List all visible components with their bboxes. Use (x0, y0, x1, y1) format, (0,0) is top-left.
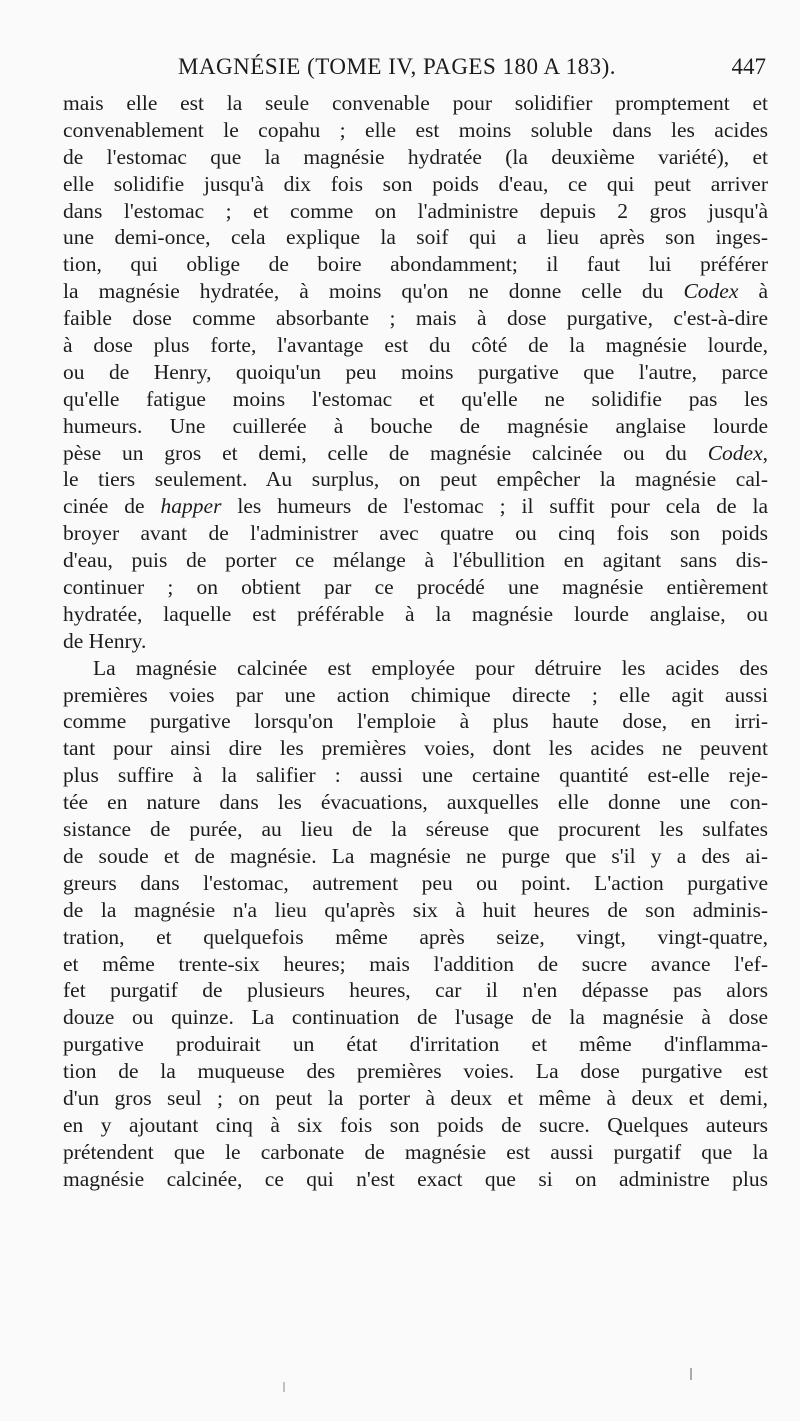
ink-speck (690, 1368, 692, 1380)
text-line: broyer avant de l'administrer avec quatre ou cinq fois son poids (63, 521, 768, 546)
text-line: de l'estomac que la magnésie hydratée (la deuxième variété), et (63, 144, 768, 169)
page-header (60, 50, 772, 86)
text-line: dans l'estomac ; et comme on l'administre depuis 2 gros jusqu'à (63, 198, 768, 223)
text-line: mais elle est la seule convenable pour solidifier promptement et (63, 91, 768, 115)
text-line: ou de Henry, quoiqu'un peu moins purgative que l'autre, parce (63, 359, 768, 384)
text-line: de la magnésie n'a lieu qu'après six à huit heures de son adminis- (63, 897, 768, 922)
text-line: elle solidifie jusqu'à dix fois son poids d'eau, ce qui peut arriver (63, 171, 768, 196)
text-line: cinée de happer les humeurs de l'estomac ; il suffit pour cela de la (63, 494, 768, 519)
body-text (63, 90, 768, 1193)
text-line: d'un gros seul ; on peut la porter à deux et même à deux et demi, (63, 1085, 768, 1110)
text-line: à dose plus forte, l'avantage est du côté de la magnésie lourde, (63, 333, 768, 358)
running-title: MAGNÉSIE (TOME IV, PAGES 180 A 183). (178, 54, 617, 79)
text-line: prétendent que le carbonate de magnésie est aussi purgatif que la (63, 1139, 768, 1164)
text-line: faible dose comme absorbante ; mais à dose purgative, c'est-à-dire (63, 306, 768, 331)
text-line: tration, et quelquefois même après seize, vingt, vingt-quatre, (63, 924, 768, 949)
text-line: La magnésie calcinée est employée pour détruire les acides des (93, 655, 768, 680)
text-line: greurs dans l'estomac, autrement peu ou point. L'action purgative (63, 870, 768, 895)
text-line: magnésie calcinée, ce qui n'est exact que si on administre plus (63, 1166, 768, 1191)
text-line: en y ajoutant cinq à six fois son poids de sucre. Quelques auteurs (63, 1112, 768, 1137)
text-line: comme purgative lorsqu'on l'emploie à plus haute dose, en irri- (63, 709, 768, 734)
text-line: humeurs. Une cuillerée à bouche de magnésie anglaise lourde (63, 413, 768, 438)
text-line: la magnésie hydratée, à moins qu'on ne donne celle du Codex à (63, 279, 768, 304)
text-line: une demi-once, cela explique la soif qui a lieu après son inges- (63, 225, 768, 250)
text-line: hydratée, laquelle est préférable à la magnésie lourde anglaise, ou (63, 601, 768, 626)
text-line: tée en nature dans les évacuations, auxquelles elle donne une con- (63, 790, 768, 815)
text-line: d'eau, puis de porter ce mélange à l'ébullition en agitant sans dis- (63, 548, 768, 573)
text-line: douze ou quinze. La continuation de l'usage de la magnésie à dose (63, 1005, 768, 1030)
text-line: convenablement le copahu ; elle est moins soluble dans les acides (63, 117, 768, 142)
text-line: et même trente-six heures; mais l'addition de sucre avance l'ef- (63, 951, 768, 976)
text-line: tion, qui oblige de boire abondamment; il faut lui préférer (63, 252, 768, 277)
text-line: qu'elle fatigue moins l'estomac et qu'elle ne solidifie pas les (63, 386, 768, 411)
text-line: tant pour ainsi dire les premières voies, dont les acides ne peuvent (63, 736, 768, 761)
text-line: purgative produirait un état d'irritation et même d'inflamma- (63, 1032, 768, 1057)
paragraph-1 (63, 90, 768, 655)
page-number: 447 (731, 54, 766, 79)
text-line: le tiers seulement. Au surplus, on peut empêcher la magnésie cal- (63, 467, 768, 492)
paragraph-2 (63, 655, 768, 1193)
text-line: sistance de purée, au lieu de la séreuse que procurent les sulfates (63, 817, 768, 842)
text-line: plus suffire à la salifier : aussi une certaine quantité est-elle reje- (63, 763, 768, 788)
ink-speck (283, 1382, 285, 1392)
text-line: fet purgatif de plusieurs heures, car il n'en dépasse pas alors (63, 978, 768, 1003)
text-line: continuer ; on obtient par ce procédé une magnésie entièrement (63, 575, 768, 600)
text-line: tion de la muqueuse des premières voies. La dose purgative est (63, 1059, 768, 1084)
text-line: de soude et de magnésie. La magnésie ne purge que s'il y a des ai- (63, 843, 768, 868)
text-line: de Henry. (63, 628, 147, 653)
text-line: premières voies par une action chimique directe ; elle agit aussi (63, 682, 768, 707)
text-line: pèse un gros et demi, celle de magnésie calcinée ou du Codex, (63, 440, 768, 465)
